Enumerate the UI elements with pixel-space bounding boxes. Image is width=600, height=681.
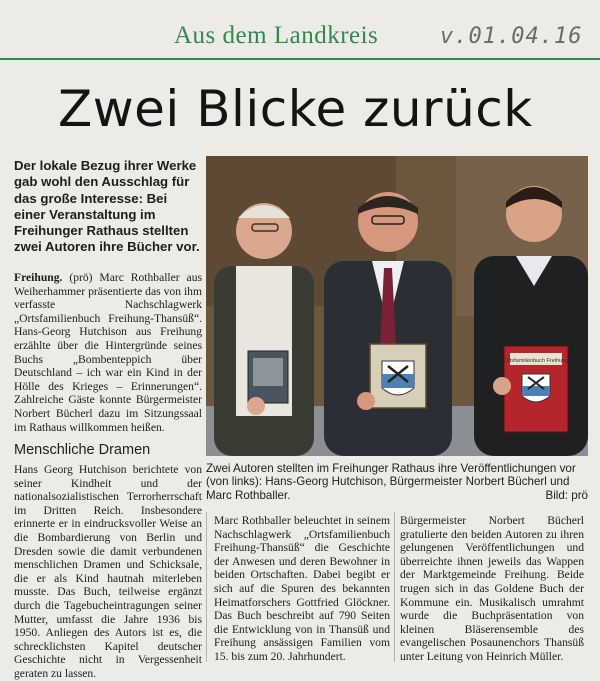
paragraph-column-2: Marc Rothballer beleuchtet in seinem Nachschlagwerk „Ortsfamilienbuch Freihung-Thansüß“ die Geschichte der Anwesen und deren Bewohner in beiden Ortschaften. Dabei begibt er sich auf die Spuren des bekannten Heimatforschers Gottfried Glöckner. Das Buch beschreibt auf 790 Seiten die Entwicklung von in Thansüß und Freihung ansässigen Familien vom 15. bis zum 20. Jahrhundert. [214,514,390,663]
photo-caption [206,462,588,502]
hand-left [247,397,265,415]
handwritten-date: v.01.04.16 [440,24,583,49]
paragraph-column-1: Hans Georg Hutchison berichtete von seiner Kindheit und der nationalsozialistischen Terrorherrschaft im Dritten Reich. Insbesondere erinnerte er in eindrucksvoller Weise an die Bombardierung von Berlin und Dresden sowie die damit verbundenen menschlichen Dramen und Schicksale, die er als Kind hautnah miterleben musste. Das Buch, teilweise ergänzt durch die Tagebucheintragungen seiner Mutter, umfasst die Jahre 1936 bis 1950. Anliegen des Autors ist es, die schrecklichsten Kapitel deutscher Geschichte nicht in Vergessenheit geraten zu lassen. [14,463,202,680]
header-rule [0,58,600,60]
paragraph-column-3: Bürgermeister Norbert Bücherl gratulierte den beiden Autoren zu ihren gelungenen Veröffentlichungen und überreichte ihnen jeweils das Wappen der Marktgemeinde Freihung. Beide trugen sich in das Goldene Buch der Kommune ein. Musikalisch umrahmt wurde die Buchpräsentation von kleinen Bläserensemble des evangelischen Posaunenchors Thansüß unter Leitung von Heinrich Müller. [400,514,584,663]
article-lead: Der lokale Bezug ihrer Werke gab wohl den Ausschlag für das große Interesse: Bei einer Veranstaltung im Freihunger Rathaus stellten zwei Autoren ihre Bücher vor. [14,158,200,255]
book-left [248,351,288,403]
photo-credit: Bild: prö [545,488,588,502]
page-header [0,0,600,62]
intro-paragraph [14,271,202,434]
article-photo [206,156,588,456]
book-cover-title: Ortsfamilienbuch Freihung [503,358,569,364]
headline: Zwei Blicke zurück [58,80,533,138]
dateline: Freihung. [14,271,63,284]
intro-text: (prö) Marc Rothballer aus Weiherhammer präsentierte das von ihm verfasste Nachschlagwerk „Ortsfamilienbuch Freihung-Thansüß“. Hans-Georg Hutchison aus Freihung erzählte über die Hintergründe seines Buchs „Bombenteppich über Deutschland – ich war ein Kind in der Hölle des Krieges – Erinnerungen“. Zahlreiche Gäste konnte Bürgermeister Norbert Bücherl dazu im Sitzungssaal im Rathaus willkommen heißen. [14,271,202,434]
column-rule-1 [206,512,207,662]
photo-caption-text: Zwei Autoren stellten im Freihunger Rathaus ihre Veröffentlichungen vor (von links): Hans-Georg Hutchison, Bürgermeister Norbert Bücherl und Marc Rothballer. [206,462,576,502]
column-rule-2 [394,512,395,662]
book-right [504,346,569,432]
hand-middle [357,392,375,410]
section-title: Aus dem Landkreis [174,22,379,49]
coat-of-arms [370,344,426,408]
subhead: Menschliche Dramen [14,442,151,458]
hand-right [493,377,511,395]
photo-illustration [206,156,588,456]
